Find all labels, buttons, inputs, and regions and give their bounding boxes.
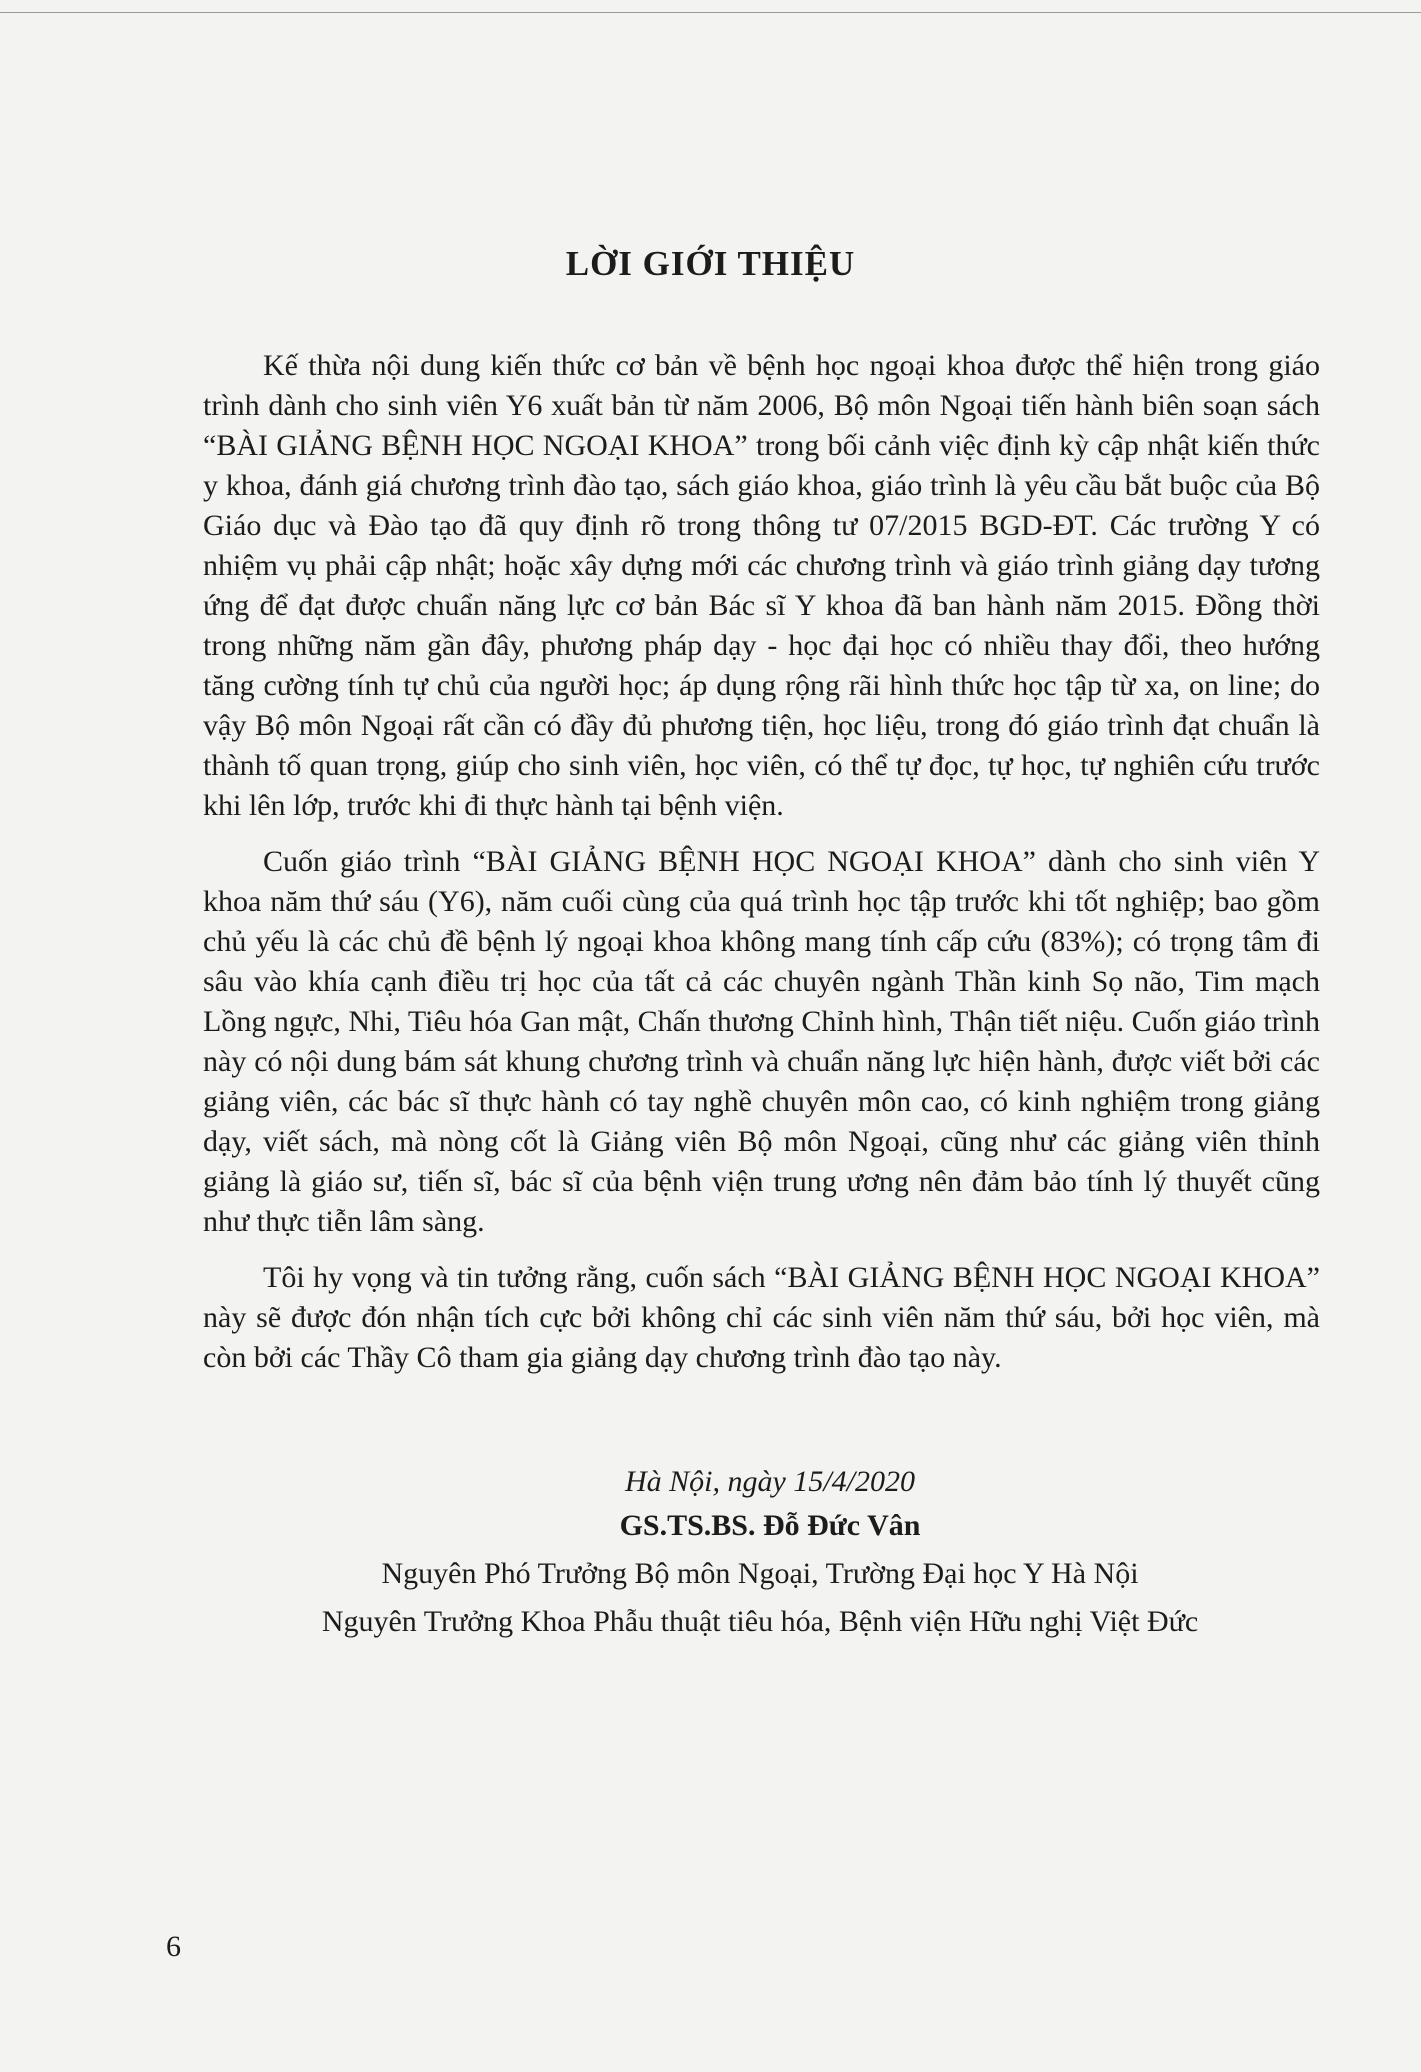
paragraph-1: Kế thừa nội dung kiến thức cơ bản về bệnh học ngoại khoa được thể hiện trong giáo trình dành cho sinh viên Y6 xuất bản từ năm 2006, Bộ môn Ngoại tiến hành biên soạn sách “BÀI GIẢNG BỆNH HỌC NGOẠI KHOA” trong bối cảnh việc định kỳ cập nhật kiến thức y khoa, đánh giá chương trình đào tạo, sách giáo khoa, giáo trình là yêu cầu bắt buộc của Bộ Giáo dục và Đào tạo đã quy định rõ trong thông tư 07/2015 BGD-ĐT. Các trường Y có nhiệm vụ phải cập nhật; hoặc xây dựng mới các chương trình và giáo trình giảng dạy tương ứng để đạt được chuẩn năng lực cơ bản Bác sĩ Y khoa đã ban hành năm 2015. Đồng thời trong những năm gần đây, phương pháp dạy - học đại học có nhiều thay đổi, theo hướng tăng cường tính tự chủ của người học; áp dụng rộng rãi hình thức học tập từ xa, on line; do vậy Bộ môn Ngoại rất cần có đầy đủ phương tiện, học liệu, trong đó giáo trình đạt chuẩn là thành tố quan trọng, giúp cho sinh viên, học viên, có thể tự đọc, tự học, tự nghiên cứu trước khi lên lớp, trước khi đi thực hành tại bệnh viện. <box>203 349 1320 822</box>
paragraph-3: Tôi hy vọng và tin tưởng rằng, cuốn sách “BÀI GIẢNG BỆNH HỌC NGOẠI KHOA” này sẽ được đón nhận tích cực bởi không chỉ các sinh viên năm thứ sáu, bởi học viên, mà còn bởi các Thầy Cô tham gia giảng dạy chương trình đào tạo này. <box>203 1261 1320 1374</box>
page-number: 6 <box>166 1930 181 1963</box>
top-rule <box>0 12 1421 13</box>
signature-name: GS.TS.BS. Đỗ Đức Vân <box>619 1509 921 1542</box>
page-title: LỜI GIỚI THIỆU <box>565 244 856 283</box>
signature-place-date: Hà Nội, ngày 15/4/2020 <box>625 1465 915 1498</box>
signature-block <box>200 1462 1320 1646</box>
signature-role-1: Nguyên Phó Trưởng Bộ môn Ngoại, Trường Đại học Y Hà Nội <box>381 1557 1139 1590</box>
signature-role-2: Nguyên Trưởng Khoa Phẫu thuật tiêu hóa, Bệnh viện Hữu nghị Việt Đức <box>321 1605 1199 1638</box>
paragraph-2: Cuốn giáo trình “BÀI GIẢNG BỆNH HỌC NGOẠI KHOA” dành cho sinh viên Y khoa năm thứ sáu (Y6), năm cuối cùng của quá trình học tập trước khi tốt nghiệp; bao gồm chủ yếu là các chủ đề bệnh lý ngoại khoa không mang tính cấp cứu (83%); có trọng tâm đi sâu vào khía cạnh điều trị học của tất cả các chuyên ngành Thần kinh Sọ não, Tim mạch Lồng ngực, Nhi, Tiêu hóa Gan mật, Chấn thương Chỉnh hình, Thận tiết niệu. Cuốn giáo trình này có nội dung bám sát khung chương trình và chuẩn năng lực hiện hành, được viết bởi các giảng viên, các bác sĩ thực hành có tay nghề chuyên môn cao, có kinh nghiệm trong giảng dạy, viết sách, mà nòng cốt là Giảng viên Bộ môn Ngoại, cũng như các giảng viên thỉnh giảng là giáo sư, tiến sĩ, bác sĩ của bệnh viện trung ương nên đảm bảo tính lý thuyết cũng như thực tiễn lâm sàng. <box>203 845 1320 1238</box>
introduction-body <box>203 346 1320 1394</box>
